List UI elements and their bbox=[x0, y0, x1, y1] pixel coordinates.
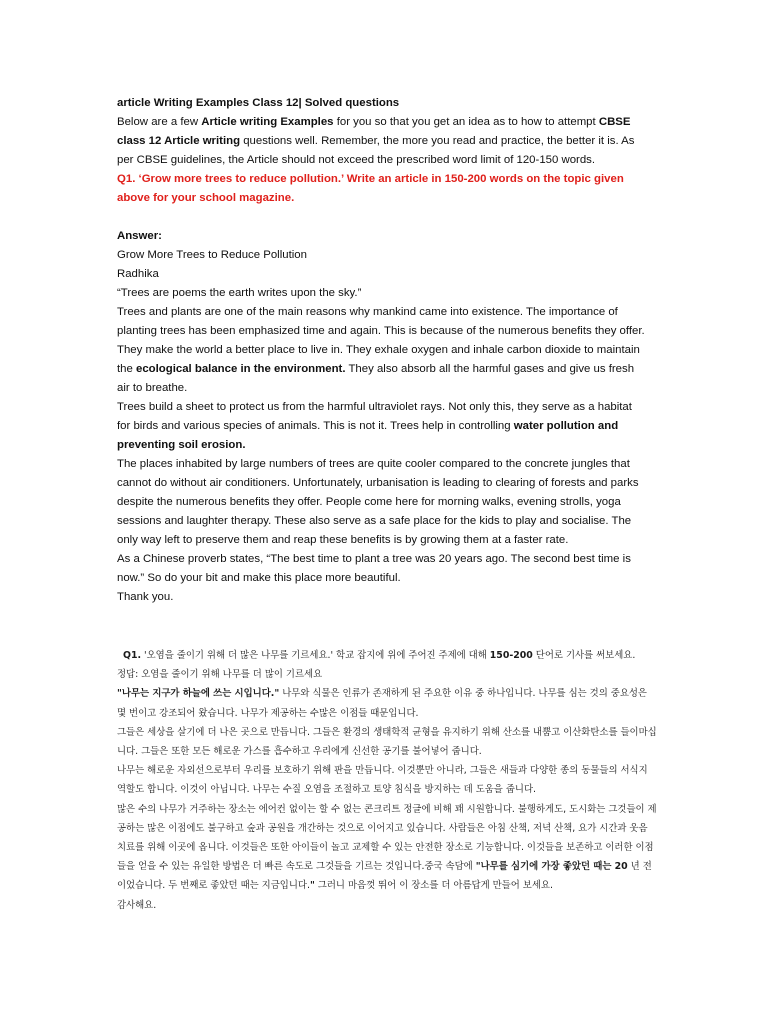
question-text: Q1. ‘Grow more trees to reduce pollution.’ Write an article in 150-200 words on the topic given above for your school magazine. bbox=[117, 173, 624, 204]
article-paragraph-3 bbox=[117, 398, 647, 455]
spacer bbox=[117, 208, 647, 227]
intro-paragraph bbox=[117, 113, 647, 170]
article-closing: Thank you. bbox=[117, 591, 174, 603]
para2-text-1: They make the world a better place to live in. They exhale oxygen and inhale carbon dioxide to maintain the bbox=[117, 344, 640, 375]
korean-closing: 감사해요. bbox=[117, 899, 157, 911]
para2-bold-1: ecological balance in the environment. bbox=[136, 363, 346, 375]
korean-para1-text: 나무와 식물은 인류가 존재하게 된 주요한 이유 중 하나입니다. 나무를 심는 것의 중요성은 몇 번이고 강조되어 왔습니다. 나무가 제공하는 수많은 이점들 때문입니다. bbox=[117, 688, 647, 719]
korean-para1-bold: "나무는 지구가 하늘에 쓰는 시입니다." bbox=[117, 688, 280, 700]
article-author: Radhika bbox=[117, 268, 159, 280]
article-paragraph-4: The places inhabited by large numbers of trees are quite cooler compared to the concrete jungles that cannot do without air conditioners. Unfortunately, urbanisation is leading to clearing of forests and parks despite the numerous benefits they offer. People come here for morning walks, evening strolls, yoga sessions and laughter therapy. These also serve as a safe place for the kids to play and socialise. The only way left to preserve them and reap these benefits is by growing them at a faster rate. bbox=[117, 458, 639, 546]
intro-bold-2: CBSE class 12 Article writing bbox=[117, 116, 631, 147]
korean-answer-label: 정답: 오염을 줄이기 위해 나무를 더 많이 기르세요 bbox=[117, 669, 323, 681]
para3-bold-1: water pollution and preventing soil erosion. bbox=[117, 420, 619, 451]
korean-paragraph-2: 그들은 세상을 살기에 더 나은 곳으로 만듭니다. 그들은 환경의 생태학적 균형을 유지하기 위해 산소를 내뿜고 이산화탄소를 들이마십니다. 그들은 또한 모든 해로운 가스를 흡수하고 우리에게 신선한 공기를 불어넣어 줍니다. bbox=[117, 726, 657, 758]
korean-question-text-1: '오염을 줄이기 위해 더 많은 나무를 기르세요.' 학교 잡지에 위에 주어진 주제에 대해 bbox=[141, 650, 490, 661]
korean-translation bbox=[117, 646, 657, 915]
korean-para4-text-3: 그러니 마음껏 뛰어 이 장소를 더 아름답게 만들어 보세요. bbox=[314, 880, 553, 892]
korean-question-bold-1: Q1. bbox=[123, 650, 142, 661]
korean-para4-bold-1: "나무를 심기에 가장 좋았던 때는 20 bbox=[475, 861, 628, 873]
page-title: article Writing Examples Class 12| Solved questions bbox=[117, 97, 400, 109]
intro-text-3: questions well. Remember, the more you read and practice, the better it is. As per CBSE guidelines, the Article should not exceed the prescribed word limit of 120-150 words. bbox=[117, 135, 635, 166]
korean-para4-text-1: 많은 수의 나무가 거주하는 장소는 에어컨 없이는 할 수 없는 콘크리트 정글에 비해 꽤 시원합니다. 불행하게도, 도시화는 그것들이 제공하는 많은 이점에도 불구하고 숲과 공원을 개간하는 것으로 이어지고 있습니다. 사람들은 아침 산책, 저녁 산책, 요가 시간과 웃음 치료를 위해 이곳에 옵니다. 이것들은 또한 아이들이 놀고 교제할 수 있는 안전한 장소로 기능합니다. 이것들을 보존하고 이러한 이점들을 얻을 수 있는 유일한 방법은 더 빠른 속도로 그것들을 기르는 것입니다.중국 속담에 bbox=[117, 803, 657, 873]
korean-para4-bold-2: " bbox=[309, 880, 315, 892]
article-paragraph-1: Trees and plants are one of the main reasons why mankind came into existence. The importance of planting trees has been emphasized time and again. This is because of the numerous benefits they offer. bbox=[117, 306, 645, 337]
korean-paragraph-4 bbox=[117, 800, 657, 896]
korean-question bbox=[117, 646, 657, 665]
answer-label: Answer: bbox=[117, 230, 162, 242]
intro-text-1: Below are a few bbox=[117, 116, 202, 128]
english-article bbox=[117, 94, 647, 607]
para3-text-1: Trees build a sheet to protect us from the harmful ultraviolet rays. Not only this, they serve as a habitat for birds and various species of animals. This is not it. Trees help in controlling bbox=[117, 401, 632, 432]
intro-text-2: for you so that you get an idea as to how to attempt bbox=[333, 116, 599, 128]
article-paragraph-2 bbox=[117, 341, 647, 398]
korean-question-text-2: 단어로 기사를 써보세요. bbox=[532, 650, 636, 661]
intro-bold-1: Article writing Examples bbox=[201, 116, 334, 128]
korean-paragraph-1 bbox=[117, 684, 657, 722]
article-quote: “Trees are poems the earth writes upon the sky.” bbox=[117, 287, 362, 299]
korean-para4-text-2: 년 전이었습니다. 두 번째로 좋았던 때는 지금입니다. bbox=[117, 861, 652, 892]
korean-paragraph-3: 나무는 해로운 자외선으로부터 우리를 보호하기 위해 판을 만듭니다. 이것뿐만 아니라, 그들은 새들과 다양한 종의 동물들의 서식지 역할도 합니다. 이것이 아닙니다. 나무는 수질 오염을 조절하고 토양 침식을 방지하는 데 도움을 줍니다. bbox=[117, 765, 648, 796]
article-paragraph-5: As a Chinese proverb states, “The best time to plant a tree was 20 years ago. The second best time is now.” So do your bit and make this place more beautiful. bbox=[117, 553, 631, 584]
para2-text-2: They also absorb all the harmful gases and give us fresh air to breathe. bbox=[117, 363, 635, 394]
article-title: Grow More Trees to Reduce Pollution bbox=[117, 249, 307, 261]
korean-question-bold-2: 150-200 bbox=[489, 650, 533, 661]
